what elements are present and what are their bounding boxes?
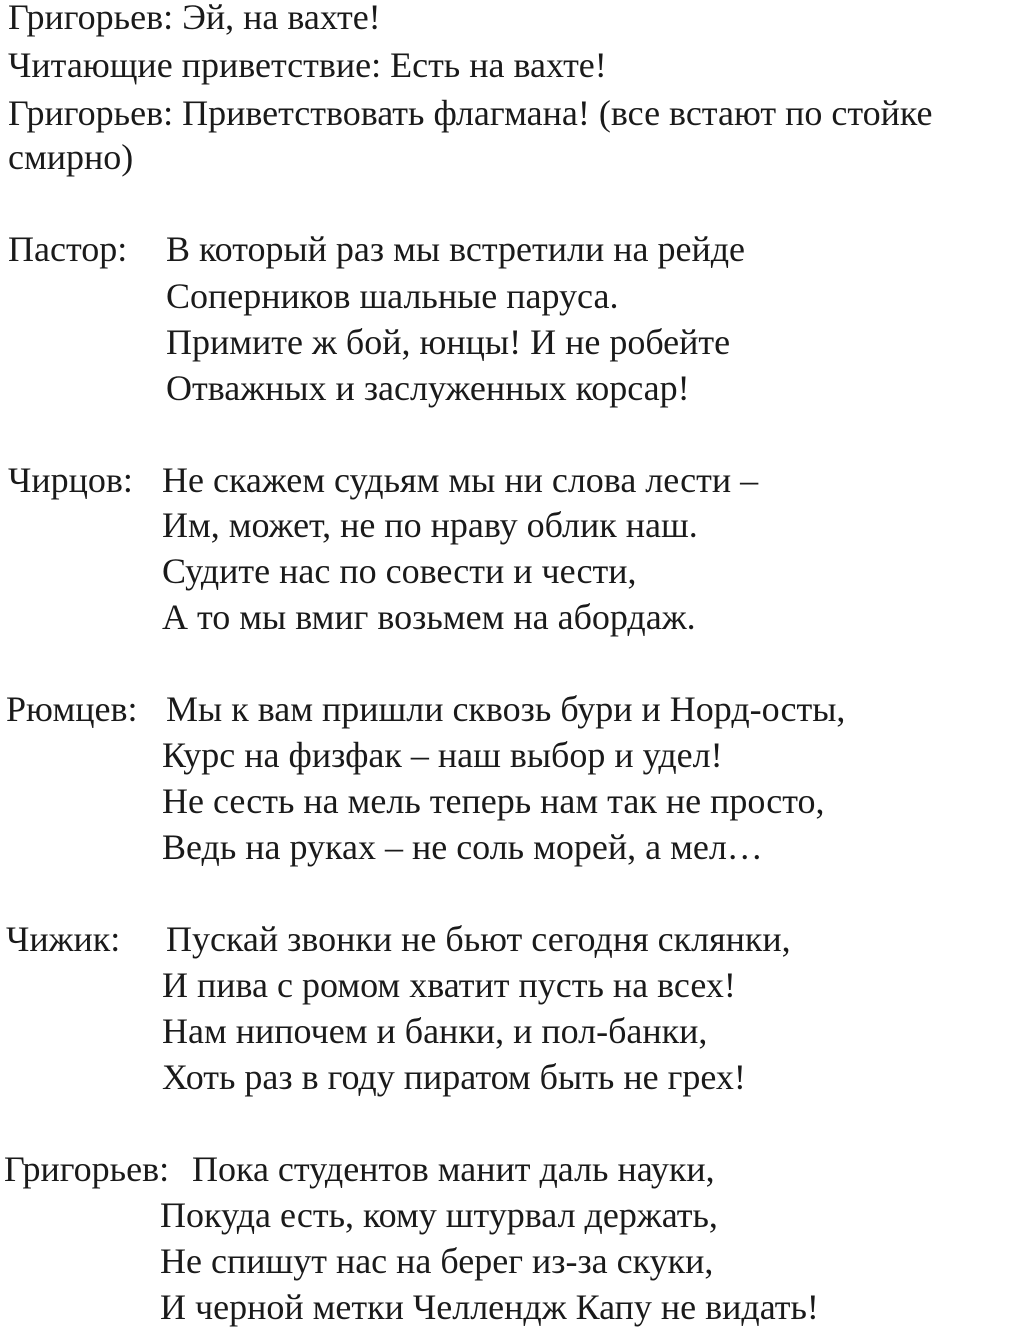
verse-line: А то мы вмиг возьмем на абордаж. (162, 597, 696, 637)
intro-line: смирно) (8, 137, 134, 177)
verse-line: Курс на физфак – наш выбор и удел! (162, 735, 723, 775)
intro-line: Читающие приветствие: Есть на вахте! (8, 45, 607, 85)
speaker-name: Григорьев: (4, 1149, 170, 1189)
verse-line: Им, может, не по нраву облик наш. (162, 505, 698, 545)
verse-line: Судите нас по совести и чести, (162, 551, 637, 591)
speaker-name: Пастор: (8, 229, 128, 269)
verse-line: Не сесть на мель теперь нам так не просто, (162, 781, 825, 821)
verse-line: Пускай звонки не бьют сегодня склянки, (166, 919, 791, 959)
verse-line: И черной метки Челлендж Капу не видать! (160, 1287, 819, 1327)
verse-line: Не спишут нас на берег из-за скуки, (160, 1241, 714, 1281)
verse-line: Соперников шальные паруса. (166, 276, 619, 316)
verse-line: И пива с ромом хватит пусть на всех! (162, 965, 736, 1005)
verse-line: Пока студентов манит даль науки, (192, 1149, 715, 1189)
intro-line: Григорьев: Приветствовать флагмана! (все встают по стойке (8, 93, 933, 133)
verse-line: В который раз мы встретили на рейде (166, 229, 746, 269)
speaker-name: Чижик: (6, 919, 121, 959)
verse-line: Покуда есть, кому штурвал держать, (160, 1195, 718, 1235)
verse-line: Нам нипочем и банки, и пол-банки, (162, 1011, 708, 1051)
verse-line: Мы к вам пришли сквозь бури и Норд-осты, (166, 689, 846, 729)
verse-line: Хоть раз в году пиратом быть не грех! (162, 1057, 746, 1097)
speaker-name: Рюмцев: (6, 689, 138, 729)
verse-line: Примите ж бой, юнцы! И не робейте (166, 322, 731, 362)
verse-line: Отважных и заслуженных корсар! (166, 368, 690, 408)
intro-line: Григорьев: Эй, на вахте! (8, 0, 381, 37)
verse-line: Не скажем судьям мы ни слова лести – (162, 460, 759, 500)
speaker-name: Чирцов: (8, 460, 133, 500)
verse-line: Ведь на руках – не соль морей, а мел… (162, 827, 763, 867)
